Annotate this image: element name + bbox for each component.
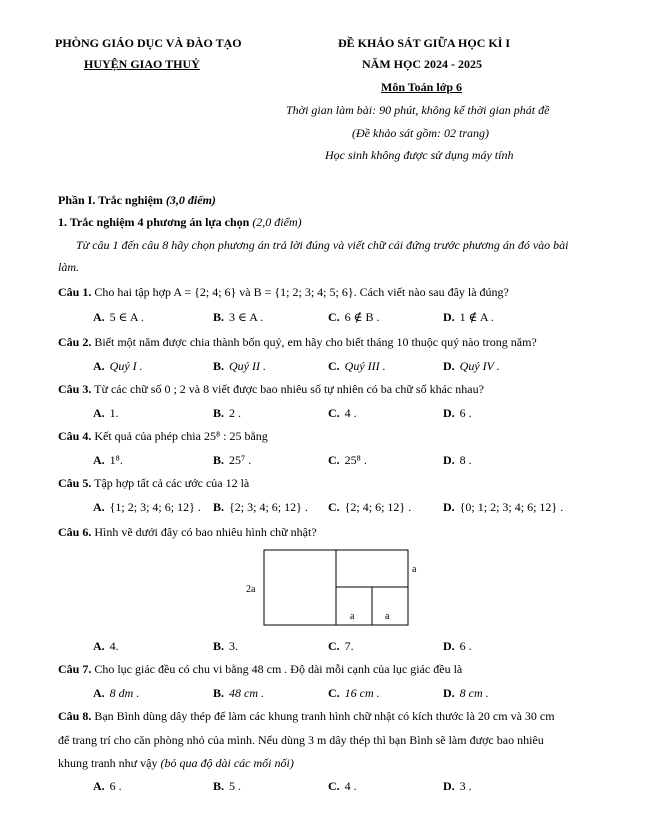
option-b: B. 25⁷ . [213,453,252,467]
option-d: D. 6 . [443,639,472,653]
label-a-bottom-left: a [350,611,355,622]
question-label: Câu 4. [58,429,92,443]
option-b: B. 3 ∈ A . [213,310,264,324]
option-a: A. Quý I . [93,359,143,373]
pages-note: (Đề khảo sát gồm: 02 trang) [352,126,489,140]
question-text: Tập hợp tất cả các ước của 12 là [94,476,250,490]
department-name: PHÒNG GIÁO DỤC VÀ ĐÀO TẠO [55,36,242,50]
calculator-note: Học sinh không được sử dụng máy tính [325,148,514,162]
option-c: C. 25⁸ . [328,453,367,467]
question-8-line3: khung tranh như vậy (bỏ qua độ dài các mối nối) [58,756,294,770]
option-d: D. 3 . [443,779,472,793]
option-a: A. 1⁸. [93,453,123,467]
part1-subpoints: (2,0 điểm) [252,215,302,229]
question-label: Câu 1. [58,285,92,299]
part1-heading [58,193,216,208]
option-c: C. Quý III . [328,359,386,373]
subject: Môn Toán lớp 6 [381,80,463,94]
option-a: A. 5 ∈ A . [93,310,144,324]
option-b: B. 3. [213,639,239,653]
option-b: B. 48 cm . [213,686,265,700]
option-c: C. 4 . [328,406,357,420]
option-d: D. Quý IV . [443,359,500,373]
question-label: Câu 7. [58,662,92,676]
question-text: Cho hai tập hợp A = {2; 4; 6} và B = {1; 2; 3; 4; 5; 6}. Cách viết nào sau đây là đúng? [94,285,509,299]
rectangles-figure [240,548,430,628]
instruction-line2: làm. [58,260,79,274]
option-b: B. {2; 3; 4; 6; 12} . [213,500,308,514]
question-label: Câu 5. [58,476,92,490]
question-8-line2: để trang trí cho căn phòng nhỏ của mình. Nếu dùng 3 m dây thép thì bạn Bình sẽ làm được bao nhiêu [58,733,544,747]
time-note: Thời gian làm bài: 90 phút, không kể thời gian phát đề [286,103,550,117]
option-d: D. 8 cm . [443,686,489,700]
option-a: A. {1; 2; 3; 4; 6; 12} . [93,500,201,514]
option-a: A. 4. [93,639,119,653]
label-a-right: a [412,564,417,575]
question-8-note: (bỏ qua độ dài các mối nối) [160,756,294,770]
question-text: Biết một năm được chia thành bốn quý, em hãy cho biết tháng 10 thuộc quý nào trong năm? [94,335,537,349]
question-1 [58,285,509,300]
question-text: Hình vẽ dưới đây có bao nhiêu hình chữ nhật? [94,525,317,539]
option-c: C. 4 . [328,779,357,793]
question-text-line1: Bạn Bình dùng dây thép để làm các khung tranh hình chữ nhật có kích thước là 20 cm và 30 cm [94,709,555,723]
question-label: Câu 3. [58,382,92,396]
instruction-line1: Từ câu 1 đến câu 8 hãy chọn phương án trả lời đúng và viết chữ cái đứng trước phương án đó vào bài [76,238,569,252]
question-text: Cho lục giác đều có chu vi bằng 48 cm . Độ dài mỗi cạnh của lục giác đều là [94,662,463,676]
option-b: B. 2 . [213,406,242,420]
option-c: C. 6 ∉ B . [328,310,380,324]
label-a-bottom-right: a [385,611,390,622]
option-d: D. 6 . [443,406,472,420]
part1-subheading [58,215,302,230]
question-8 [58,709,555,724]
option-b: B. Quý II . [213,359,266,373]
question-text: Từ các chữ số 0 ; 2 và 8 viết được bao nhiêu số tự nhiên có ba chữ số khác nhau? [94,382,484,396]
option-a: A. 6 . [93,779,122,793]
question-6 [58,525,317,540]
option-b: B. 5 . [213,779,242,793]
question-4 [58,429,268,444]
part1-subtitle: 1. Trắc nghiệm 4 phương án lựa chọn [58,215,250,229]
question-3 [58,382,484,397]
question-7 [58,662,462,677]
question-5 [58,476,249,491]
option-c: C. 16 cm . [328,686,380,700]
district-name: HUYỆN GIAO THUỶ [84,57,200,71]
option-d: D. 1 ∉ A . [443,310,494,324]
school-year: NĂM HỌC 2024 - 2025 [362,57,482,71]
question-label: Câu 6. [58,525,92,539]
question-label: Câu 2. [58,335,92,349]
question-text: Kết quả của phép chia 25⁸ : 25 bằng [94,429,268,443]
option-a: A. 1. [93,406,119,420]
option-d: D. 8 . [443,453,472,467]
label-2a: 2a [246,584,256,595]
option-c: C. {2; 4; 6; 12} . [328,500,412,514]
option-c: C. 7. [328,639,354,653]
exam-title: ĐỀ KHẢO SÁT GIỮA HỌC KÌ I [338,36,511,50]
option-a: A. 8 dm . [93,686,140,700]
part1-title: Phần I. Trắc nghiệm [58,193,163,207]
option-d: D. {0; 1; 2; 3; 4; 6; 12} . [443,500,564,514]
question-2 [58,335,537,350]
question-label: Câu 8. [58,709,92,723]
part1-points: (3,0 điểm) [165,193,216,207]
